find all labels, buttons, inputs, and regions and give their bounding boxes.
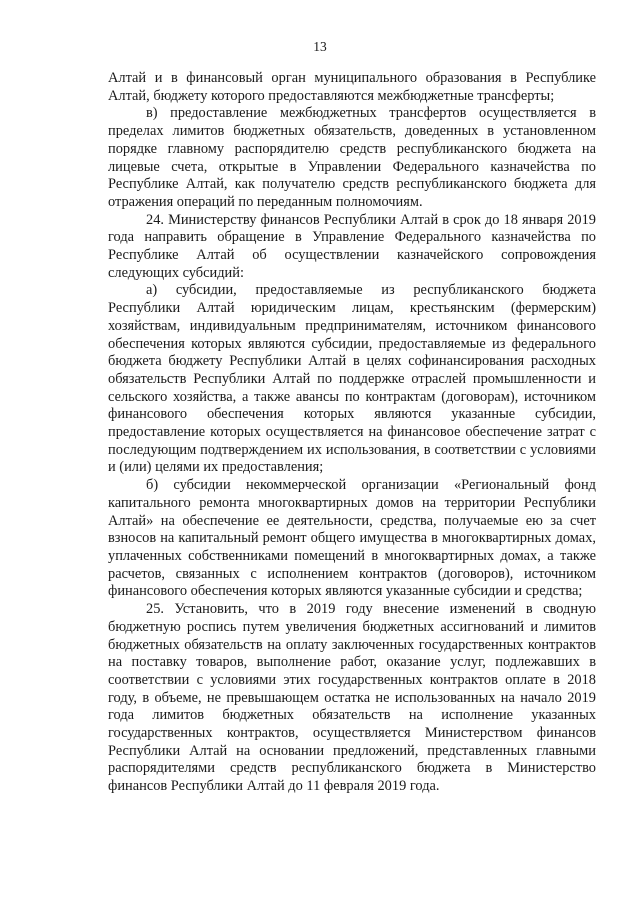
paragraph-item-b: б) субсидии некоммерческой организации «Региональный фонд капитального ремонта многоквартирных домов на территории Республики Алтай» на обеспечение ее деятельности, средства, получаемые ею за счет взносов на капитальный ремонт общего имущества в многоквартирных домах, уплаченных собственниками помещений в многоквартирных домах, а также расчетов, связанных с исполнением контрактов (договоров), источником финансового обеспечения которых являются указанные субсидии и средства; <box>108 477 596 600</box>
paragraph-25: 25. Установить, что в 2019 году внесение изменений в сводную бюджетную роспись путем увеличения бюджетных ассигнований и лимитов бюджетных обязательств на оплату заключенных государственных контрактов на поставку товаров, выполнение работ, оказание услуг, подлежавших в соответствии с условиями этих государственных контрактов оплате в 2018 году, в объеме, не превышающем остатка не использованных на начало 2019 года лимитов бюджетных обязательств на исполнение указанных государственных контрактов, осуществляется Министерством финансов Республики Алтай на основании предложений, представленных главными распорядителями средств республиканского бюджета в Министерство финансов Республики Алтай до 11 февраля 2019 года. <box>108 601 596 795</box>
paragraph-continuation: Алтай и в финансовый орган муниципального образования в Республике Алтай, бюджету которого предоставляются межбюджетные трансферты; <box>108 70 596 104</box>
paragraph-24: 24. Министерству финансов Республики Алтай в срок до 18 января 2019 года направить обращение в Управление Федерального казначейства по Республике Алтай об осуществлении казначейского сопровождения следующих субсидий: <box>108 211 596 281</box>
paragraph-item-a: а) субсидии, предоставляемые из республиканского бюджета Республики Алтай юридическим лицам, крестьянским (фермерским) хозяйствам, индивидуальным предпринимателям, источником финансового обеспечения которых являются субсидии, предоставляемые из федерального бюджета бюджету Республики Алтай в целях софинансирования расходных обязательств Республики Алтай по поддержке отраслей промышленности и сельского хозяйства, а также авансы по контрактам (договорам), источником финансового обеспечения которых являются указанные субсидии, предоставление которых осуществляется на финансовое обеспечение затрат с последующим подтверждением их использования, в соответствии с условиями и (или) целями их предоставления; <box>108 282 596 476</box>
paragraph-item-v: в) предоставление межбюджетных трансфертов осуществляется в пределах лимитов бюджетных обязательств, доведенных в установленном порядке главному распорядителю средств республиканского бюджета на лицевые счета, открытые в Управлении Федерального казначейства по Республике Алтай, как получателю средств республиканского бюджета для отражения операций по переданным полномочиям. <box>108 105 596 210</box>
page-number: 13 <box>313 39 327 54</box>
document-body <box>108 70 596 796</box>
